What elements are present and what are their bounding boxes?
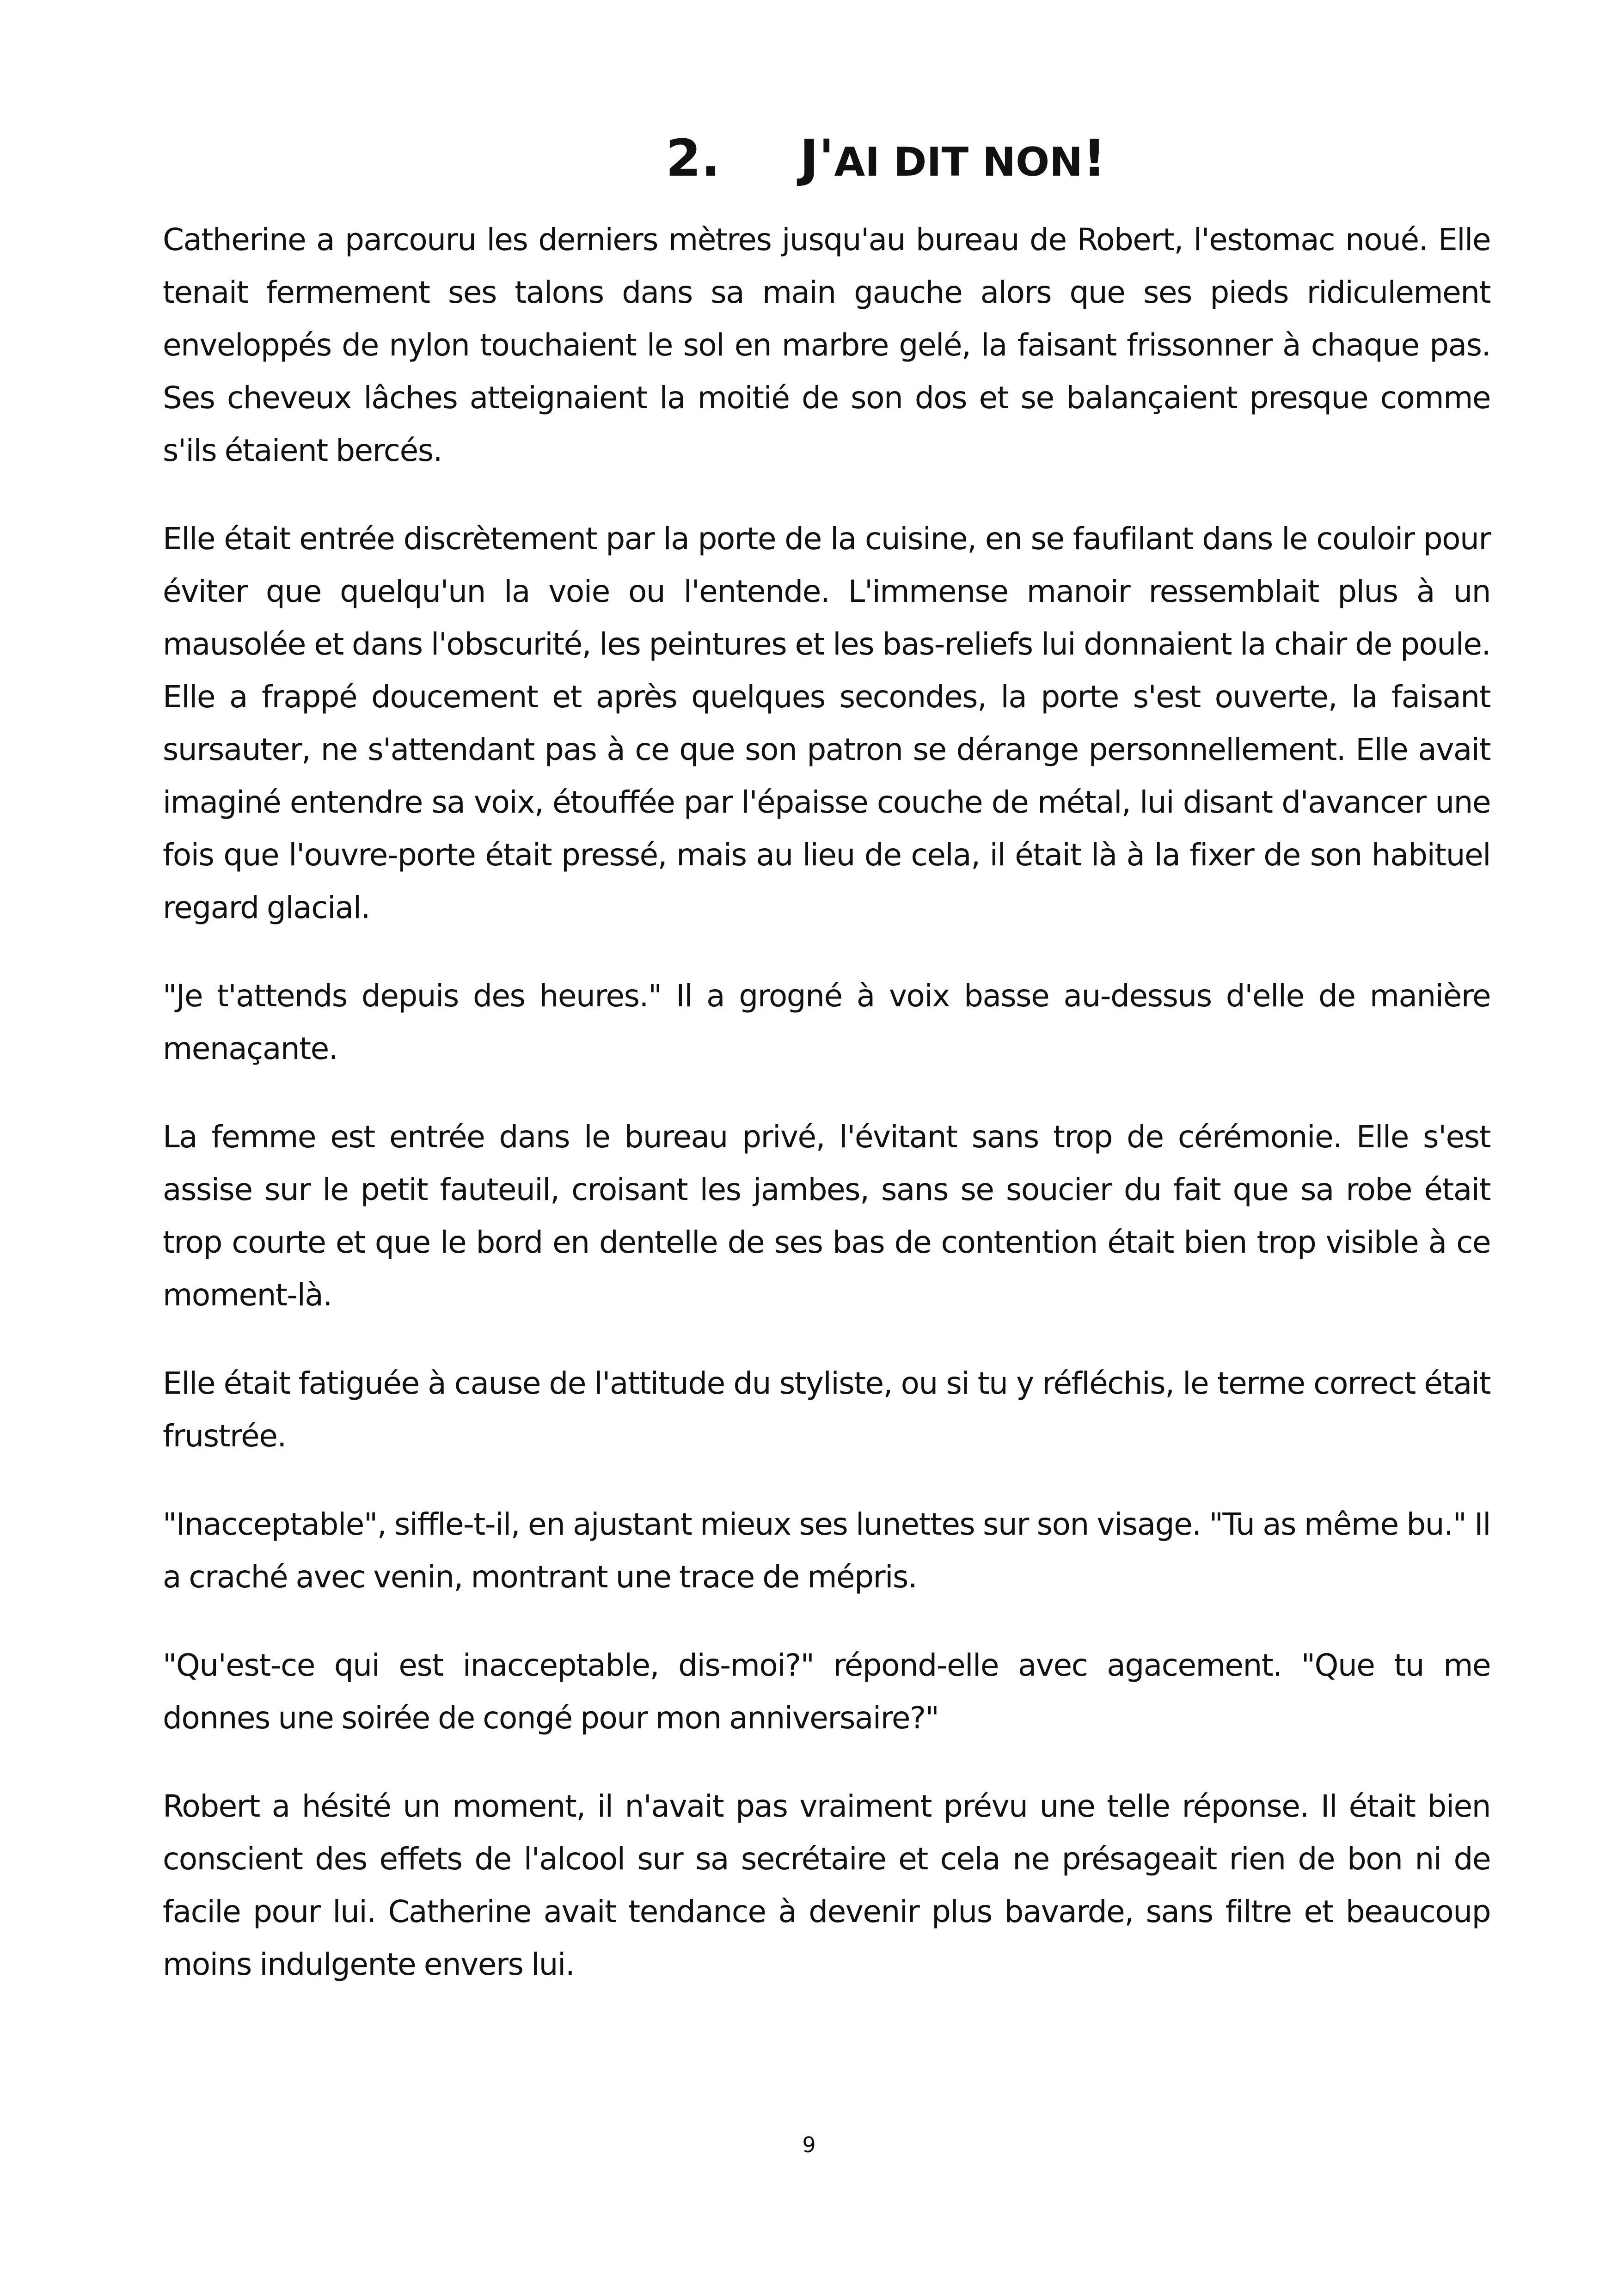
chapter-number: 2. <box>666 129 721 188</box>
chapter-title <box>800 129 1106 188</box>
chapter-title-end: ! <box>1083 129 1106 188</box>
chapter-title-small-caps: AI DIT NON <box>834 139 1083 185</box>
paragraph-7: "Qu'est-ce qui est inacceptable, dis-moi?" répond-elle avec agacement. "Que tu me donnes une soirée de congé pour mon anniversaire?" <box>163 1647 1490 1736</box>
paragraph-3: "Je t'attends depuis des heures." Il a grogné à voix basse au-dessus d'elle de manière menaçante. <box>163 978 1490 1066</box>
paragraph-8: Robert a hésité un moment, il n'avait pas vraiment prévu une telle réponse. Il était bien conscient des effets de l'alcool sur sa secrétaire et cela ne présageait rien de bon ni de facile pour lui. Catherine avait tendance à devenir plus bavarde, sans filtre et beaucoup moins indulgente envers lui. <box>163 1788 1490 1982</box>
paragraph-2: Elle était entrée discrètement par la porte de la cuisine, en se faufilant dans le couloir pour éviter que quelqu'un la voie ou l'entende. L'immense manoir ressemblait plus à un mausolée et dans l'obscurité, les peintures et les bas-reliefs lui donnaient la chair de poule. Elle a frappé doucement et après quelques secondes, la porte s'est ouverte, la faisant sursauter, ne s'attendant pas à ce que son patron se dérange personnellement. Elle avait imaginé entendre sa voix, étouffée par l'épaisse couche de métal, lui disant d'avancer une fois que l'ouvre-porte était pressé, mais au lieu de cela, il était là à la fixer de son habituel regard glacial. <box>163 521 1490 925</box>
paragraph-1: Catherine a parcouru les derniers mètres jusqu'au bureau de Robert, l'estomac noué. Elle tenait fermement ses talons dans sa main gauche alors que ses pieds ridiculement enveloppés de nylon touchaient le sol en marbre gelé, la faisant frissonner à chaque pas. Ses cheveux lâches atteignaient la moitié de son dos et se balançaient presque comme s'ils étaient bercés. <box>163 222 1490 468</box>
chapter-title-initial: J' <box>800 129 834 188</box>
paragraph-6: "Inacceptable", siffle-t-il, en ajustant mieux ses lunettes sur son visage. "Tu as même bu." Il a craché avec venin, montrant une trace de mépris. <box>163 1506 1490 1595</box>
paragraph-4: La femme est entrée dans le bureau privé, l'évitant sans trop de cérémonie. Elle s'est assise sur le petit fauteuil, croisant les jambes, sans se soucier du fait que sa robe était trop courte et que le bord en dentelle de ses bas de contention était bien trop visible à ce moment-là. <box>163 1119 1490 1313</box>
page-number: 9 <box>802 2132 816 2157</box>
body-text <box>163 214 1490 2027</box>
paragraph-5: Elle était fatiguée à cause de l'attitude du styliste, ou si tu y réfléchis, le terme correct était frustrée. <box>163 1365 1490 1454</box>
chapter-heading <box>666 121 1106 199</box>
